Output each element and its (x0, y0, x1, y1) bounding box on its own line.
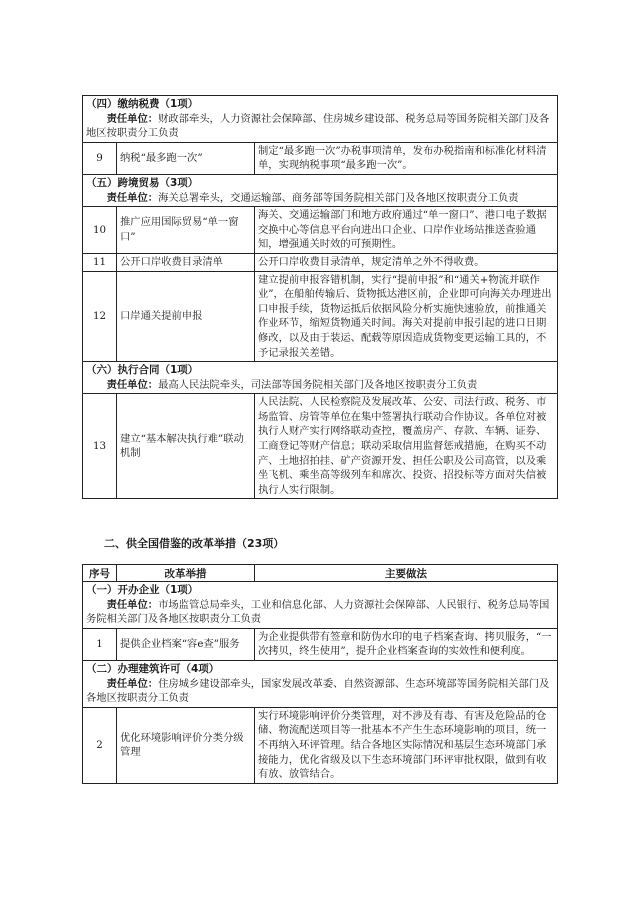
table-row (83, 142, 558, 174)
section-heading-national: 二、供全国借鉴的改革举措（23项） (104, 537, 285, 550)
section-title: （五）跨境贸易（3项） (86, 176, 199, 189)
section-title: （一）开办企业（1项） (86, 584, 199, 596)
row-practice: 制定“最多跑一次”办税事项清单，发布办税指南和标准化材料清单，实现纳税事项“最多跑一次”。 (255, 142, 558, 174)
row-practice: 实行环境影响评价分类管理，对不涉及有毒、有害及危险品的仓储、物流配送项目等一批基本不产生生态环境影响的项目，统一不再纳入环评管理。结合各地区实际情况和基层生态环境部门承接能力，优化省级及以下生态环境部门环评审批权限，做到有收有放、放管结合。 (255, 707, 558, 783)
row-measure: 建立“基本解决执行难”联动机制 (117, 394, 255, 499)
row-number: 12 (83, 271, 117, 362)
header-practice: 主要做法 (255, 565, 558, 582)
row-number: 10 (83, 207, 117, 254)
row-practice: 为企业提供带有签章和防伪水印的电子档案查询、拷贝服务，“一次拷贝，终生使用”，提升企业档案查询的实效性和便利度。 (255, 628, 558, 660)
row-number: 13 (83, 394, 117, 499)
row-number: 11 (83, 253, 117, 271)
section-cell (83, 660, 558, 707)
section-title: （二）办理建筑许可（4项） (86, 662, 220, 675)
row-measure: 优化环境影响评价分类分级管理 (117, 707, 255, 783)
section-title: （四）缴纳税费（1项） (86, 98, 199, 110)
row-number: 9 (83, 142, 117, 174)
section-cell (83, 362, 558, 394)
row-number: 2 (83, 707, 117, 783)
table-row (83, 394, 558, 499)
responsible-unit-text: 市场监管总局牵头，工业和信息化部、人力资源社会保障部、人民银行、税务总局等国务院相关部门及各地区按职责分工负责 (86, 598, 550, 626)
responsible-unit-text: 住房城乡建设部牵头，国家发展改革委、自然资源部、生态环境部等国务院相关部门及各地区按职责分工负责 (86, 677, 550, 705)
section-cell (83, 96, 558, 143)
section-row (83, 96, 558, 143)
responsible-unit-label: 责任单位： (106, 112, 159, 125)
responsible-unit-label: 责任单位： (106, 598, 159, 611)
row-measure: 公开口岸收费目录清单 (117, 253, 255, 271)
table-row (83, 253, 558, 271)
responsible-unit (86, 191, 554, 206)
responsible-unit-text: 最高人民法院牵头，司法部等国务院相关部门及各地区按职责分工负责 (158, 378, 478, 391)
table-row (83, 707, 558, 783)
header-num: 序号 (83, 565, 117, 582)
responsible-unit-text: 财政部牵头，人力资源社会保障部、住房城乡建设部、税务总局等国务院相关部门及各地区按职责分工负责 (86, 112, 550, 140)
section-title: （六）执行合同（1项） (86, 364, 199, 377)
row-measure: 纳税“最多跑一次” (117, 142, 255, 174)
section-row (83, 362, 558, 394)
responsible-unit (86, 112, 554, 141)
reform-table-bottom (82, 564, 558, 784)
section-row (83, 660, 558, 707)
responsible-unit-label: 责任单位： (106, 677, 159, 690)
row-measure: 口岸通关提前申报 (117, 271, 255, 362)
responsible-unit-label: 责任单位： (106, 191, 159, 204)
section-row (83, 582, 558, 629)
row-number: 1 (83, 628, 117, 660)
responsible-unit-label: 责任单位： (106, 378, 159, 391)
table-header-row (83, 565, 558, 582)
row-practice: 海关、交通运输部门和地方政府通过“单一窗口”、港口电子数据交换中心等信息平台向进出口企业、口岸作业场站推送查验通知，增强通关时效的可预期性。 (255, 207, 558, 254)
row-measure: 推广应用国际贸易“单一窗口” (117, 207, 255, 254)
section-cell (83, 174, 558, 206)
table-row (83, 207, 558, 254)
row-practice: 人民法院、人民检察院及发展改革、公安、司法行政、税务、市场监管、房管等单位在集中签署执行联动合作协议。各单位对被执行人财产实行网络联动查控，覆盖房产、存款、车辆、证券、工商登记等财产信息；联动采取信用监督惩戒措施，在购买不动产、土地招拍挂、矿产资源开发、担任公职及公司高管，以及乘坐飞机、乘坐高等级列车和席次、投资、招投标等方面对失信被执行人实行限制。 (255, 394, 558, 499)
header-measure: 改革举措 (117, 565, 255, 582)
row-practice: 公开口岸收费目录清单，规定清单之外不得收费。 (255, 253, 558, 271)
reform-table-top (82, 95, 558, 499)
responsible-unit (86, 677, 554, 706)
responsible-unit (86, 598, 554, 627)
table-row (83, 628, 558, 660)
section-cell (83, 582, 558, 629)
table-row (83, 271, 558, 362)
responsible-unit (86, 378, 554, 393)
row-measure: 提供企业档案“容e查”服务 (117, 628, 255, 660)
section-row (83, 174, 558, 206)
row-practice: 建立提前申报容错机制，实行“提前申报”和“通关+物流并联作业”，在船舶传输后、货物抵达港区前，企业即可向海关办理进出口申报手续，货物运抵后依据风险分析实施快速验放，前推通关作业环节，缩短货物通关时间。海关对提前申报引起的进口日期修改，以及由于装运、配载等原因造成货物变更运输工具的，不予记录报关差错。 (255, 271, 558, 362)
responsible-unit-text: 海关总署牵头，交通运输部、商务部等国务院相关部门及各地区按职责分工负责 (158, 191, 519, 204)
